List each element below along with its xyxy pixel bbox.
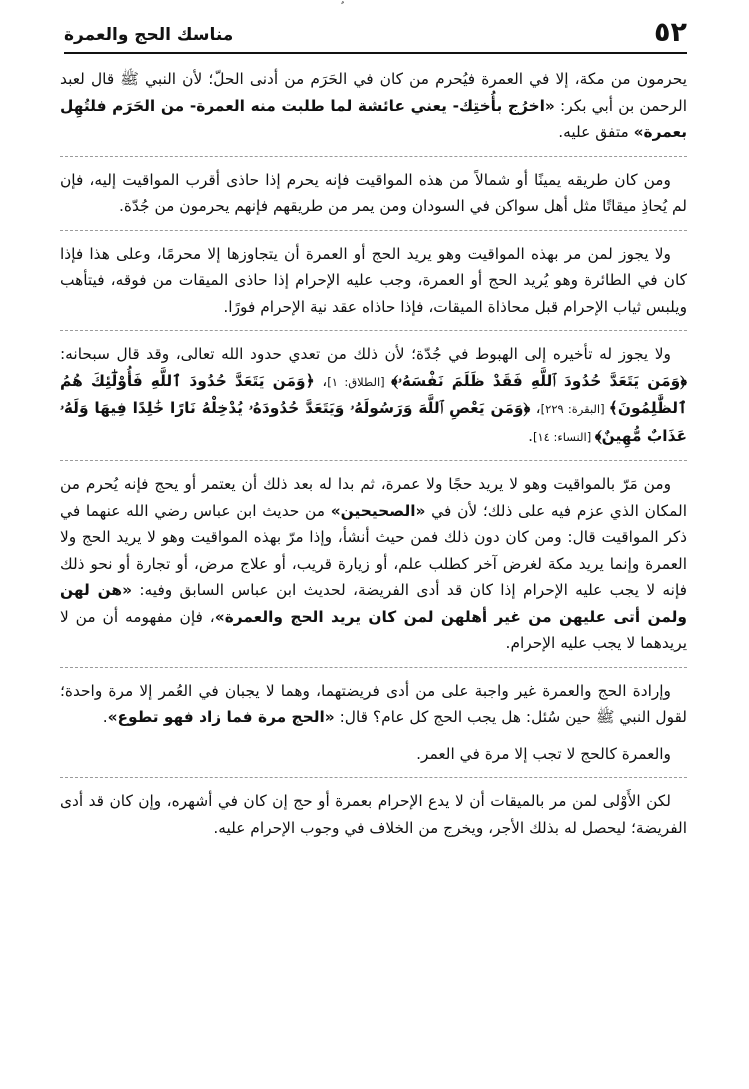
page-number: ٥٢ xyxy=(654,17,687,48)
quran-verse: ﴿وَمَن يَتَعَدَّ حُدُودَ ٱللَّهِ فَأُوْلَٰٓئِكَ هُمُ ٱلظَّٰلِمُونَ﴾ xyxy=(60,371,687,417)
separator: ، xyxy=(314,371,328,390)
paragraph-3: ولا يجوز لمن مر بهذه المواقيت وهو يريد الحج أو العمرة أن يتجاوزها إلا محرمًا، وعلى هذا فإذا كان في الطائرة وهو يُريد الحج أو العمرة، وجب عليه الإحرام إذا حاذى الميقات من فوقه، فيتأهب ويلبس ثياب الإحرام قبل محاذاة الميقات، فإذا حاذاه عقد نية الإحرام فورًا. xyxy=(60,244,687,316)
paragraph-4-end: . xyxy=(528,426,533,445)
paragraph-5-text: ومن مَرّ بالمواقيت وهو لا يريد حجًا ولا عمرة، ثم بدا له بعد ذلك أن يعتمر أو يحج فإنه يُحرم من المكان الذي عزم فيه على ذلك؛ لأن في xyxy=(60,475,687,520)
section-divider xyxy=(60,667,687,668)
verse-reference: [الطلاق: ١] xyxy=(327,374,392,389)
page-header xyxy=(64,18,687,54)
paragraph-6-text: وإرادة الحج والعمرة غير واجبة على من أدى فريضتهما، وهما لا يجبان في العُمر إلا مرة واحدة؛ لقول النبي ﷺ حين سُئل: هل يجب الحج كل عام؟ قال: xyxy=(60,681,687,726)
page-body xyxy=(60,66,687,851)
hadith-quote: «هن لهن ولمن أتى عليهن من غير أهلهن لمن كان يريد الحج والعمرة» xyxy=(60,581,687,626)
book-title: «الصحيحين» xyxy=(330,501,426,520)
quran-verse: ﴿وَمَن يَعْصِ ٱللَّهَ وَرَسُولَهُۥ وَيَتَعَدَّ حُدُودَهُۥ يُدْخِلْهُ نَارًا خَٰلِدًا فِيهَا وَلَهُۥ عَذَابٌ مُّهِينٌ﴾ xyxy=(60,399,687,445)
paragraph-6 xyxy=(60,678,687,731)
paragraph-5-end: ، فإن مفهومه أن من لا يريدهما لا يجب عليه الإحرام. xyxy=(60,607,687,652)
verse-reference: [النساء: ١٤] xyxy=(532,429,595,444)
paragraph-1 xyxy=(60,66,687,146)
paragraph-6-end: . xyxy=(102,708,108,726)
paragraph-2: ومن كان طريقه يمينًا أو شمالاً من هذه المواقيت فإنه يحرم إذا حاذى أقرب المواقيت إليه، فإن لم يُحاذِ ميقاتًا مثل أهل سواكن في السودان ومن يمر من طريقهم فإنهم يحرمون من جُدّة. xyxy=(60,170,687,215)
section-divider xyxy=(60,156,687,157)
paragraph-4-text: ولا يجوز له تأخيره إلى الهبوط في جُدّة؛ لأن ذلك من تعدي حدود الله تعالى، وقد قال سبحانه: xyxy=(60,345,671,363)
hadith-quote: «اخرُج بأُختِك- يعني عائشة لما طلبت منه العمرة- من الحَرَم فلتُهِل بعمرة» xyxy=(60,96,687,141)
quran-verse: ﴿وَمَن يَتَعَدَّ حُدُودَ ٱللَّهِ فَقَدْ ظَلَمَ نَفْسَهُۥ﴾ xyxy=(391,371,687,390)
section-divider xyxy=(60,330,687,331)
section-divider xyxy=(60,230,687,231)
paragraph-5-text: من حديث ابن عباس رضي الله عنهما في ذكر المواقيت قال: ومن كان دون ذلك فمن حيث أنشأ، وإذا مرّ بهذه المواقيت وهو لا يريد الحج ولا العمرة وإنما يريد مكة لغرض آخر كطلب علم، أو زيارة قريب، أو علاج مرض، أو تجارة أو نحو ذلك فإنه لا يجب عليه الإحرام إذا كان قد أدى الفريضة، لحديث ابن عباس السابق وفيه: xyxy=(60,501,687,599)
running-title: مناسك الحج والعمرة xyxy=(64,25,234,45)
paragraph-7: والعمرة كالحج لا تجب إلا مرة في العمر. xyxy=(416,744,671,763)
section-divider xyxy=(60,460,687,461)
paragraph-1-text: يحرمون من مكة، إلا في العمرة فيُحرم من كان في الحَرَم من أدنى الحلّ؛ لأن النبي ﷺ قال لعبد الرحمن بن أبي بكر: xyxy=(60,70,687,115)
paragraph-8: لكن الأَوْلى لمن مر بالميقات أن لا يدع الإحرام بعمرة أو حج إن كان في أشهره، وإن كان قد أدى الفريضة؛ ليحصل له بذلك الأجر، ويخرج من الخلاف في وجوب الإحرام عليه. xyxy=(60,792,687,837)
hadith-quote: «الحج مرة فما زاد فهو تطوع» xyxy=(107,708,335,726)
paragraph-5 xyxy=(60,471,687,657)
section-divider xyxy=(60,777,687,778)
verse-reference: [البقرة: ٢٢٩] xyxy=(540,402,609,416)
paragraph-1-end: متفق عليه. xyxy=(558,123,634,141)
separator: ، xyxy=(530,399,541,417)
paragraph-4 xyxy=(60,341,687,450)
